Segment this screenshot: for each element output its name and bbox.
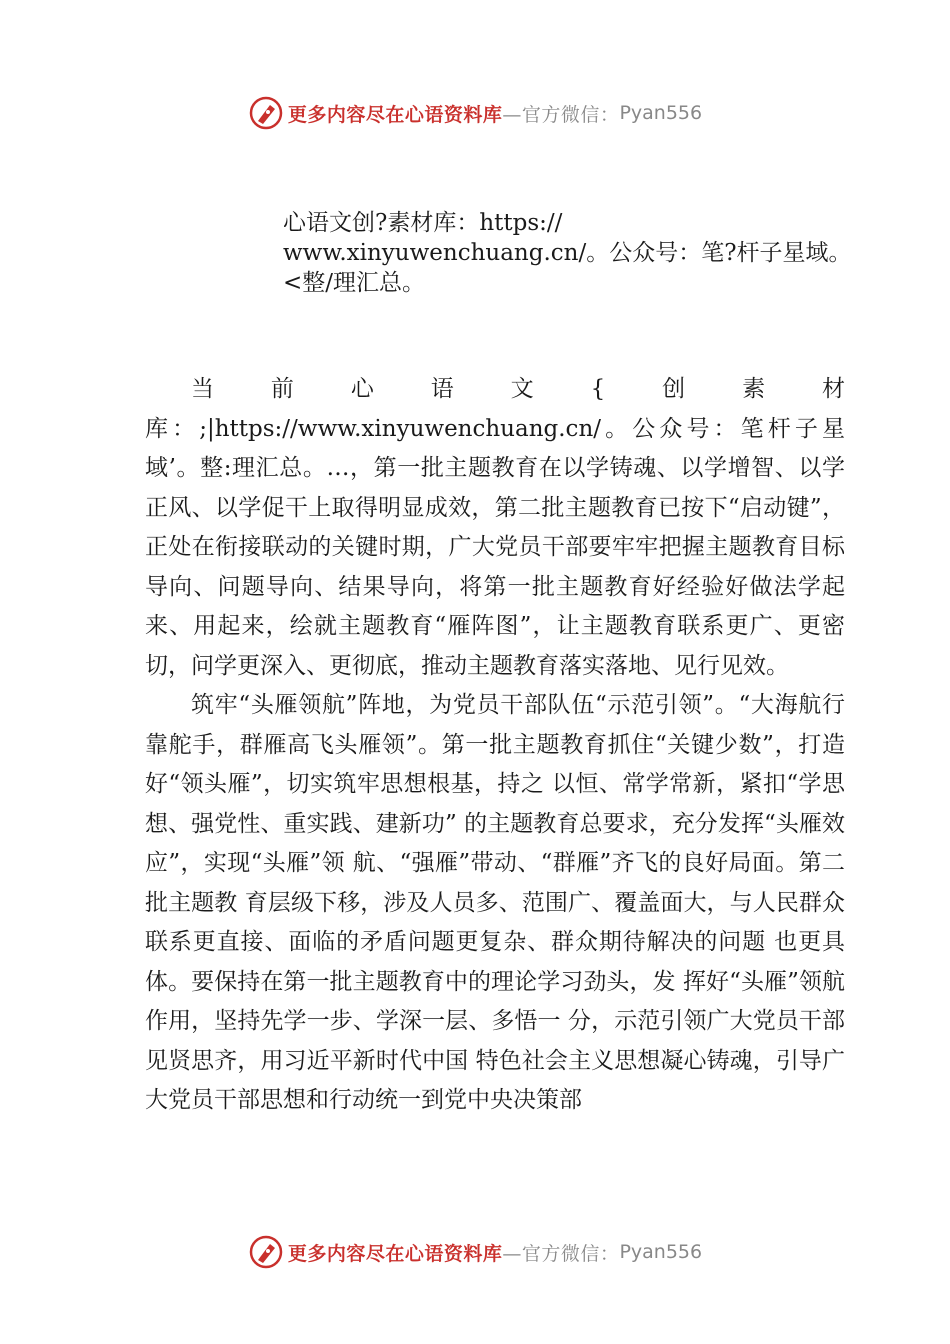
header-brand-text: 更多内容尽在心语资料库 xyxy=(287,103,503,126)
footer-separator-text: —官方微信： xyxy=(502,1242,620,1265)
header-wechat-id: Pyan556 xyxy=(619,102,703,124)
footer-wechat-id: Pyan556 xyxy=(619,1241,703,1263)
footer-banner xyxy=(0,1232,950,1272)
header-banner xyxy=(0,93,950,133)
paragraph-2: 筑牢“头雁领航”阵地，为党员干部队伍“示范引领”。“大海航行靠舵手，群雁高飞头雁领”。第一批主题教育抓住“关键少数”，打造好“领头雁”，切实筑牢思想根基，持之 以恒、常学常新，紧扣“学思想、强党性、重实践、建新功” 的主题教育总要求，充分发挥“头雁效应”，实现“头雁”领 航、“强雁”带动、“群雁”齐飞的良好局面。第二批主题教 育层级下移，涉及人员多、范围广、覆盖面大，与人民群众联系更直接、面临的矛盾问题更复杂、群众期待解决的问题 也更具体。要保持在第一批主题教育中的理论学习劲头，发 挥好“头雁”领航作用，坚持先学一步、学深一层、多悟一 分，示范引领广大党员干部见贤思齐，用习近平新时代中国 特色社会主义思想凝心铸魂，引导广大党员干部思想和行动统一到党中央决策部 xyxy=(145,692,845,1113)
pen-nib-logo-icon xyxy=(248,95,284,131)
paragraph-1: 当前心语文{创素材库：;|https://www.xinyuwenchuang.cn/。公众号：笔杆子星域’。整:理汇总。…，第一批主题教育在以学铸魂、以学增智、以学正风、以学促干上取得明显成效，第二批主题教育已按下“启动键”，正处在衔接联动的关键时期，广大党员干部要牢牢把握主题教育目标导向、问题导向、结果导向，将第一批主题教育好经验好做法学起来、用起来，绘就主题教育“雁阵图”，让主题教育联系更广、更密切，问学更深入、更彻底，推动主题教育落实落地、见行见效。 xyxy=(145,376,845,679)
pen-nib-logo-icon xyxy=(248,1234,284,1270)
header-separator-text: —官方微信： xyxy=(502,103,620,126)
intro-note: 心语文创?素材库：https:// www.xinyuwenchuang.cn/。公众号：笔?杆子星域。 <整/理汇总。 xyxy=(283,210,852,296)
document-body xyxy=(145,370,845,1121)
footer-brand-text: 更多内容尽在心语资料库 xyxy=(287,1242,503,1265)
